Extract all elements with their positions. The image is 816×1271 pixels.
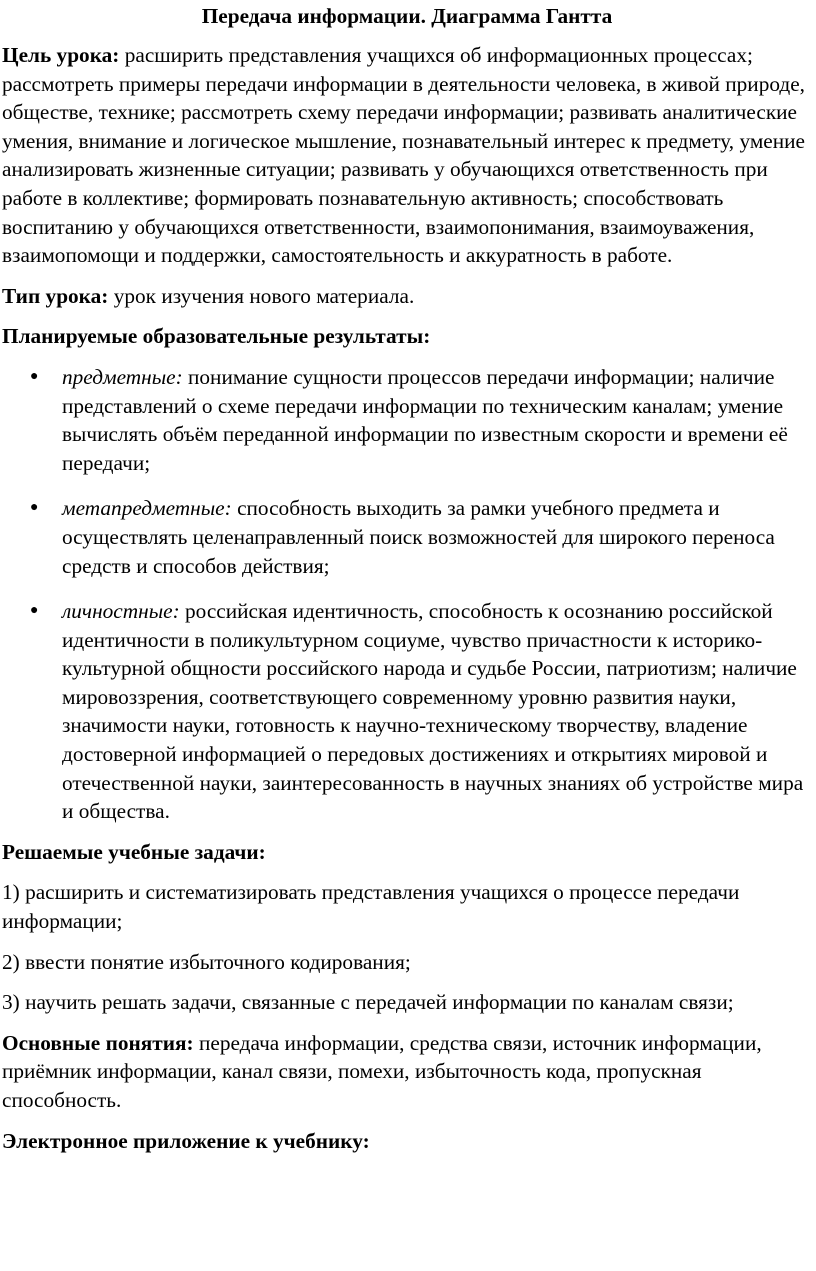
list-item — [2, 363, 812, 477]
lesson-type-text: урок изучения нового материала. — [113, 283, 415, 308]
lesson-goal-text: расширить представления учащихся об информационных процессах; рассмотреть примеры передачи информации в деятельности человека, в живой природе, обществе, технике; рассмотреть схему передачи информации; развивать аналитические умения, внимание и логическое мышление, познавательный интерес к предмету, умение анализировать жизненные ситуации; развивать у обучающихся ответственность при работе в коллективе; формировать познавательную активность; способствовать воспитанию у обучающихся ответственности, взаимопонимания, взаимоуважения, взаимопомощи и поддержки, самостоятельность и аккуратность в работе. — [2, 43, 806, 268]
key-concepts — [2, 1029, 812, 1115]
list-item-text: понимание сущности процессов передачи информации; наличие представлений о схеме передачи информации по техническим каналам; умение вычислять объём переданной информации по известным скорости и времени её передачи; — [62, 364, 788, 475]
bullet-icon: ● — [30, 368, 39, 384]
bullet-icon: ● — [30, 500, 39, 516]
task-item: 2) ввести понятие избыточного кодирования; — [2, 949, 411, 974]
lesson-type — [2, 282, 812, 311]
list-item-label: метапредметные: — [62, 496, 232, 521]
key-concepts-text: передача информации, средства связи, источник информации, приёмник информации, канал связи, помехи, избыточность кода, пропускная способность. — [2, 1030, 762, 1112]
lesson-type-label: Тип урока: — [2, 283, 109, 308]
key-concepts-label: Основные понятия: — [2, 1030, 194, 1055]
list-item — [2, 597, 812, 826]
list-item-text: способность выходить за рамки учебного предмета и осуществлять целенаправленный поиск возможностей для широкого переноса средств и способов действия; — [62, 496, 775, 578]
tasks-heading: Решаемые учебные задачи: — [2, 839, 266, 864]
list-item-label: личностные: — [62, 599, 180, 624]
task-item: 3) научить решать задачи, связанные с передачей информации по каналам связи; — [2, 990, 734, 1015]
bullet-icon: ● — [30, 603, 39, 619]
list-item-label: предметные: — [62, 364, 183, 389]
list-item-text: российская идентичность, способность к осознанию российской идентичности в поликультурном социуме, чувство причастности к историко-культурной общности российского народа и судьбе России, патриотизм; наличие мировоззрения, соответствующего современному уровню развития науки, значимости науки, готовность к научно-техническому творчеству, владение достоверной информацией о передовых достижениях и открытиях мировой и отечественной науки, заинтересованность в научных знаниях об устройстве мира и общества. — [62, 599, 804, 824]
e-supplement-heading: Электронное приложение к учебнику: — [2, 1128, 370, 1153]
lesson-goal-label: Цель урока: — [2, 43, 120, 67]
document-title: Передача информации. Диаграмма Гантта — [201, 4, 613, 28]
task-item: 1) расширить и систематизировать представления учащихся о процессе передачи информации; — [2, 880, 740, 934]
planned-results-list — [2, 363, 812, 826]
planned-results-heading: Планируемые образовательные результаты: — [2, 324, 431, 349]
list-item — [2, 494, 812, 580]
lesson-goal — [2, 41, 812, 270]
